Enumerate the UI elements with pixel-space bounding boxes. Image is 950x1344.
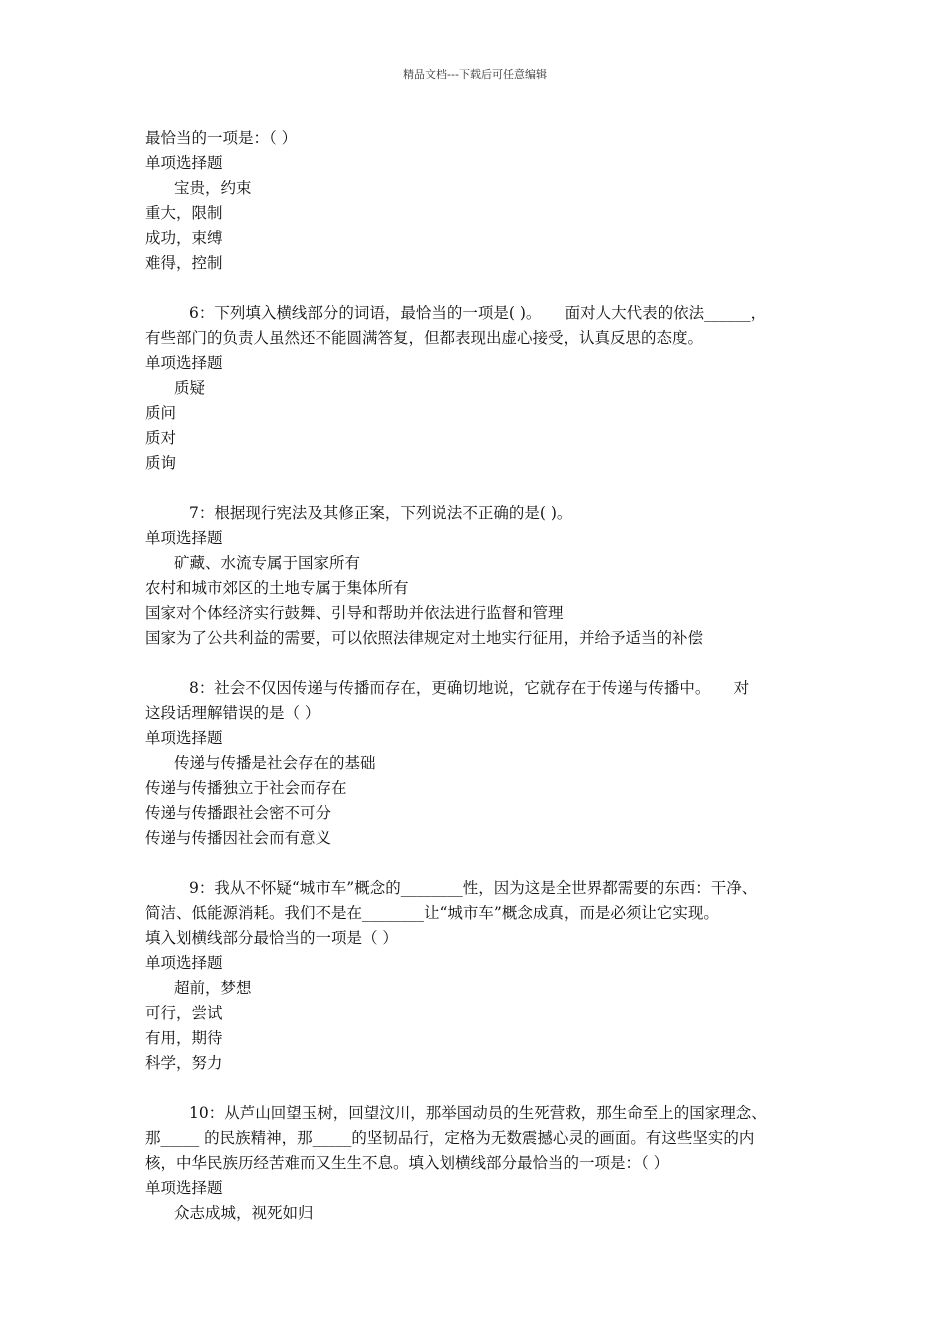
question-stem: 8：社会不仅因传递与传播而存在，更确切地说，它就存在于传递与传播中。 对 [189, 679, 750, 697]
option-c: 有用，期待 [145, 1029, 223, 1047]
option-b: 质问 [145, 404, 177, 422]
question-stem: 最恰当的一项是：（ ） [145, 129, 298, 147]
question-10 [145, 1101, 817, 1226]
question-stem: 7：根据现行宪法及其修正案，下列说法不正确的是( )。 [189, 504, 573, 522]
document-body [145, 126, 817, 1226]
option-a: 质疑 [174, 379, 206, 397]
option-a: 宝贵，约束 [174, 179, 252, 197]
option-c: 传递与传播跟社会密不可分 [145, 804, 332, 822]
question-stem: 10：从芦山回望玉树，回望汶川，那举国动员的生死营救，那生命至上的国家理念、 [189, 1104, 767, 1122]
option-d: 难得，控制 [145, 254, 223, 272]
option-a: 传递与传播是社会存在的基础 [174, 754, 376, 772]
option-a: 超前，梦想 [174, 979, 252, 997]
question-9 [145, 876, 817, 1076]
option-a: 众志成城，视死如归 [174, 1204, 314, 1222]
question-type: 单项选择题 [145, 1179, 223, 1197]
option-d: 质询 [145, 454, 177, 472]
question-stem-cont: 简洁、低能源消耗。我们不是在________让“城市车”概念成真，而是必须让它实现。 [145, 904, 719, 922]
option-c: 质对 [145, 429, 177, 447]
option-b: 农村和城市郊区的土地专属于集体所有 [145, 579, 409, 597]
question-type: 单项选择题 [145, 729, 223, 747]
question-5 [145, 126, 817, 276]
question-stem-cont: 那_____ 的民族精神，那_____的坚韧品行，定格为无数震撼心灵的画面。有这些坚实的内 [145, 1129, 755, 1147]
option-d: 传递与传播因社会而有意义 [145, 829, 332, 847]
question-7 [145, 501, 817, 651]
option-b: 可行，尝试 [145, 1004, 223, 1022]
question-stem-cont: 有些部门的负责人虽然还不能圆满答复，但都表现出虚心接受，认真反思的态度。 [145, 329, 704, 347]
option-b: 重大，限制 [145, 204, 223, 222]
question-stem-cont: 核，中华民族历经苦难而又生生不息。填入划横线部分最恰当的一项是：（ ） [145, 1154, 670, 1172]
question-stem-cont: 这段话理解错误的是（ ） [145, 704, 321, 722]
option-b: 传递与传播独立于社会而存在 [145, 779, 347, 797]
question-type: 单项选择题 [145, 529, 223, 547]
question-8 [145, 676, 817, 851]
option-a: 矿藏、水流专属于国家所有 [174, 554, 361, 572]
option-d: 国家为了公共利益的需要，可以依照法律规定对土地实行征用，并给予适当的补偿 [145, 629, 704, 647]
question-stem-cont: 填入划横线部分最恰当的一项是（ ） [145, 929, 398, 947]
question-type: 单项选择题 [145, 954, 223, 972]
option-c: 国家对个体经济实行鼓舞、引导和帮助并依法进行监督和管理 [145, 604, 564, 622]
question-stem: 9：我从不怀疑“城市车”概念的________性，因为这是全世界都需要的东西：干净、 [189, 879, 758, 897]
question-stem: 6：下列填入横线部分的词语，最恰当的一项是( )。 面对人大代表的依法______， [189, 304, 767, 322]
question-6 [145, 301, 817, 476]
page-header: 精品文档---下载后可任意编辑 [403, 68, 547, 81]
option-c: 成功，束缚 [145, 229, 223, 247]
question-type: 单项选择题 [145, 354, 223, 372]
question-type: 单项选择题 [145, 154, 223, 172]
option-d: 科学，努力 [145, 1054, 223, 1072]
